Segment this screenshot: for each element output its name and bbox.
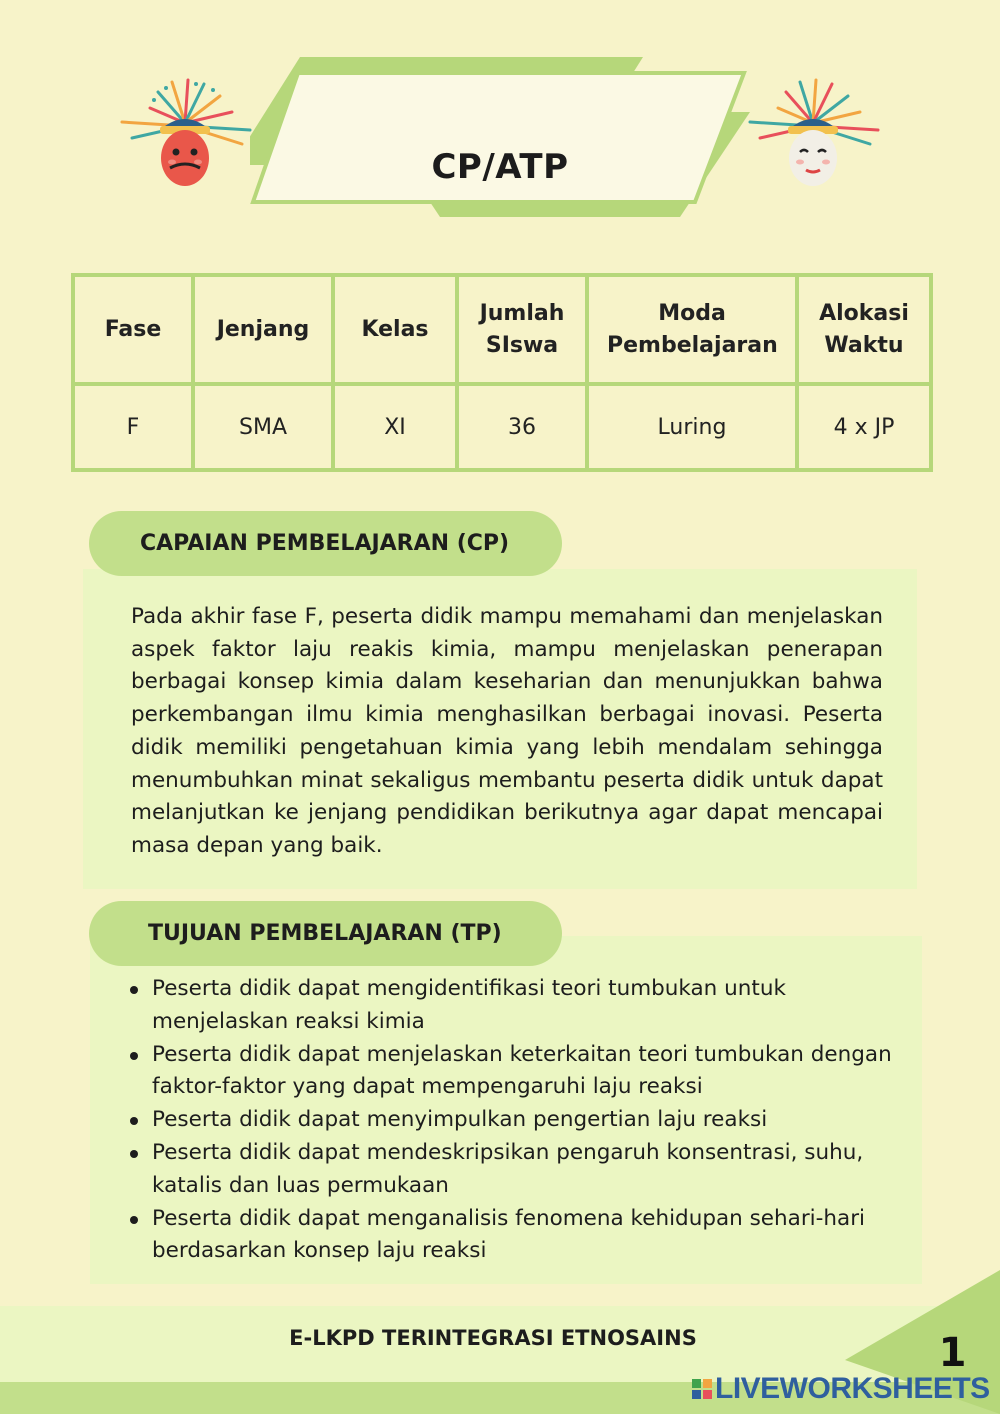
tp-list-item: Peserta didik dapat menganalisis fenomena kehidupan sehari-hari berdasarkan konsep laju reaksi xyxy=(126,1203,906,1269)
header-moda-pembelajaran xyxy=(587,275,797,384)
tp-list xyxy=(126,973,906,1268)
liveworksheets-wordmark: LIVEWORKSHEETS xyxy=(715,1372,990,1405)
liveworksheets-grid-icon xyxy=(692,1379,712,1399)
ondel-ondel-male-mask-icon xyxy=(110,78,260,193)
tp-list-item: Peserta didik dapat menjelaskan keterkaitan teori tumbukan dengan faktor-faktor yang dapat mempengaruhi laju reaksi xyxy=(126,1039,906,1105)
ondel-ondel-female-mask-icon xyxy=(738,78,888,193)
value-fase: F xyxy=(73,384,193,470)
cp-paragraph: Pada akhir fase F, peserta didik mampu memahami dan menjelaskan aspek faktor laju reakis kimia, mampu menjelaskan penerapan berbagai konsep kimia dalam keseharian dan menunjukkan bahwa perkembangan ilmu kimia menghasilkan berbagai inovasi. Peserta didik memiliki pengetahuan kimia yang lebih mendalam sehingga menumbuhkan minat sekaligus membantu peserta didik untuk dapat melanjutkan ke jenjang pendidikan berikutnya agar dapat mencapai masa depan yang baik. xyxy=(131,604,883,858)
liveworksheets-logo[interactable] xyxy=(692,1372,990,1406)
header-jenjang: Jenjang xyxy=(193,275,333,384)
tp-list-item: Peserta didik dapat mendeskripsikan pengaruh konsentrasi, suhu, katalis dan luas permukaan xyxy=(126,1137,906,1203)
title-banner xyxy=(250,55,750,220)
cp-heading: CAPAIAN PEMBELAJARAN (CP) xyxy=(89,511,562,576)
tp-heading: TUJUAN PEMBELAJARAN (TP) xyxy=(89,901,562,966)
value-jumlah-siswa: 36 xyxy=(457,384,587,470)
header-fase: Fase xyxy=(73,275,193,384)
header-jumlah-siswa xyxy=(457,275,587,384)
header-moda-label: Moda Pembelajaran xyxy=(607,300,778,358)
page-title: CP/ATP xyxy=(431,147,569,187)
header-alokasi-waktu xyxy=(797,275,931,384)
info-table xyxy=(71,273,933,472)
page-number: 1 xyxy=(938,1330,967,1376)
tp-list-item: Peserta didik dapat mengidentifikasi teori tumbukan untuk menjelaskan reaksi kimia xyxy=(126,973,906,1039)
footer-label: E-LKPD TERINTEGRASI ETNOSAINS xyxy=(289,1326,697,1350)
header-alokasi-label: Alokasi Waktu xyxy=(819,300,909,358)
header-kelas: Kelas xyxy=(333,275,457,384)
title-banner-shape xyxy=(250,55,750,220)
tp-list-item: Peserta didik dapat menyimpulkan pengertian laju reaksi xyxy=(126,1104,906,1137)
value-kelas: XI xyxy=(333,384,457,470)
value-jenjang: SMA xyxy=(193,384,333,470)
info-table-value-row xyxy=(73,384,931,470)
value-moda-pembelajaran: Luring xyxy=(587,384,797,470)
header-jumlah-siswa-label: Jumlah SIswa xyxy=(479,300,565,358)
info-table-header-row xyxy=(73,275,931,384)
value-alokasi-waktu: 4 x JP xyxy=(797,384,931,470)
